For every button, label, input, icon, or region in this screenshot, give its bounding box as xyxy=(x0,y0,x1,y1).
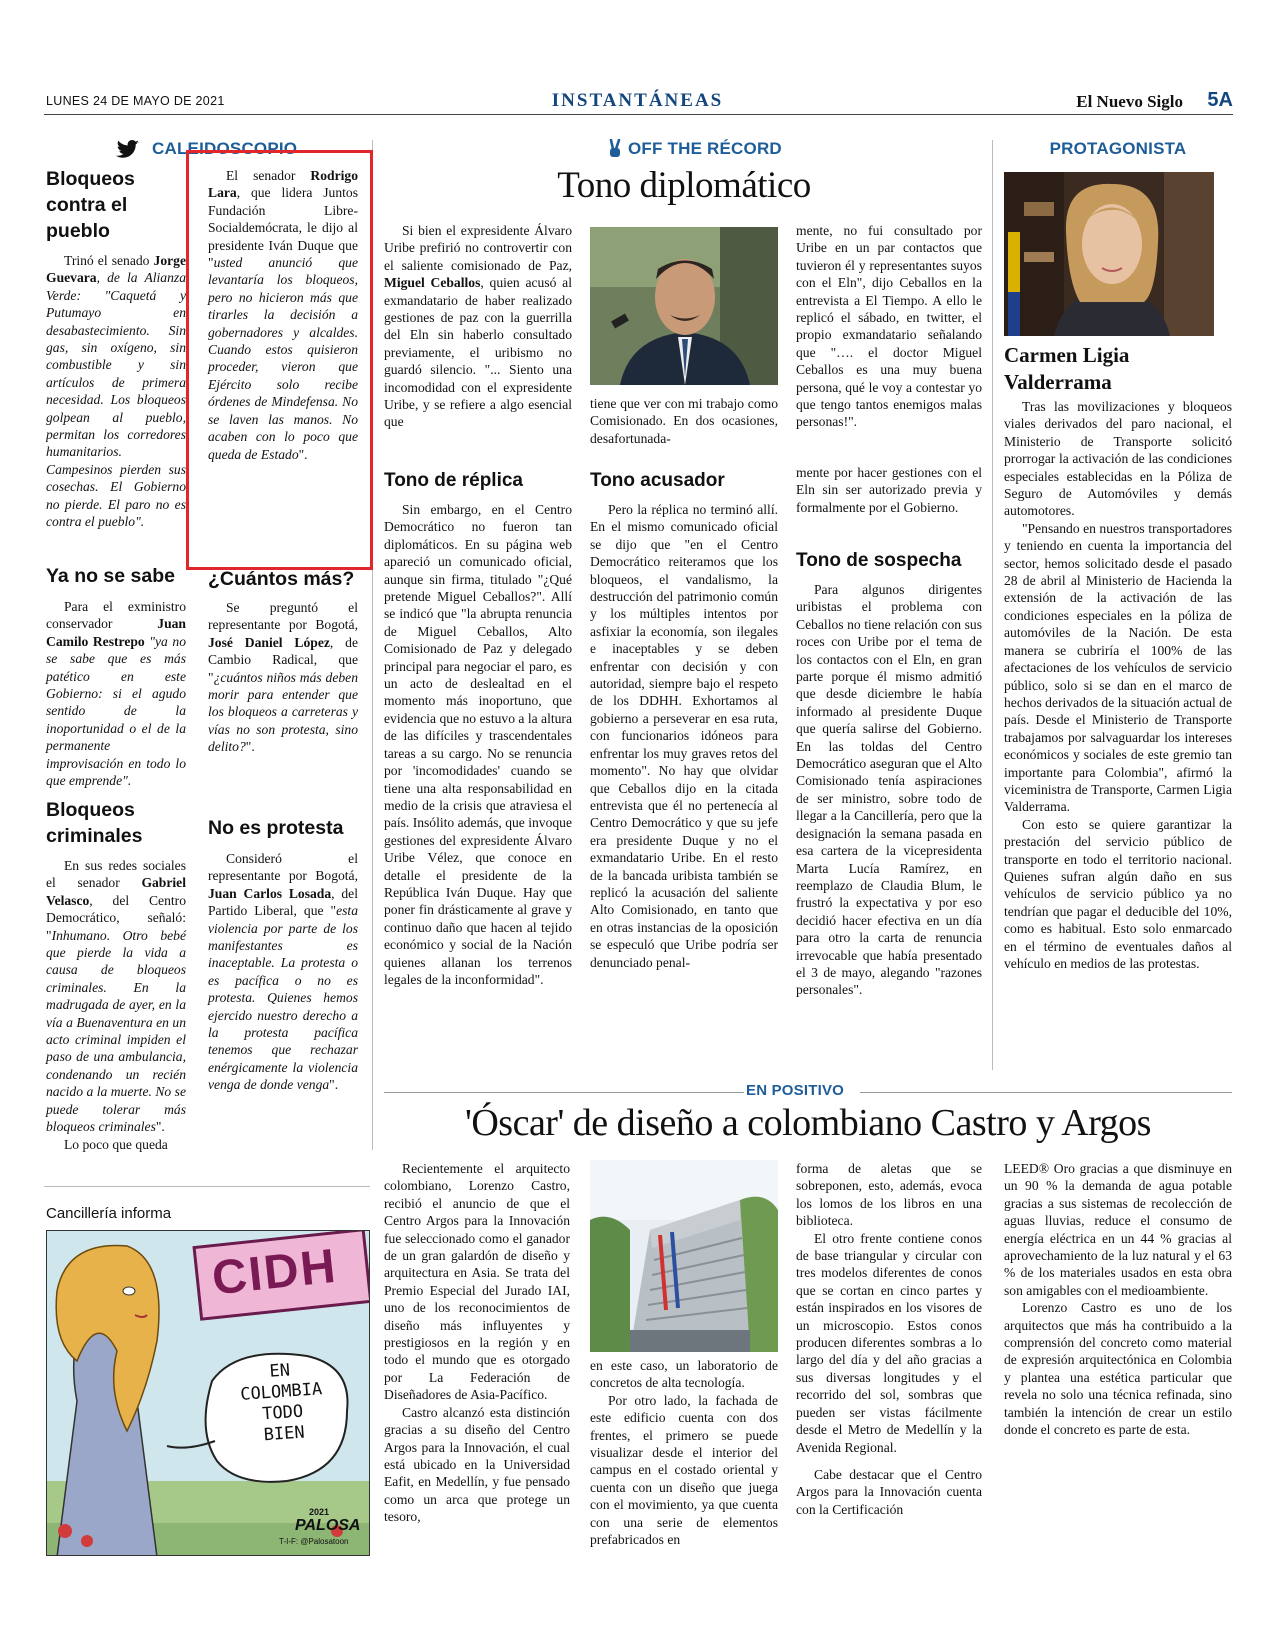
section-divider xyxy=(44,1186,370,1187)
article-ya-no-se-sabe: Para el exministro conservador Juan Camilo Restrepo "ya no se sabe que es más patético en este Gobierno: si el agudo sentido de la inoportunidad o el de la permanente improvisación en todo lo que emprende". xyxy=(46,599,186,789)
photo-centro-argos xyxy=(590,1160,778,1352)
photo-miguel-ceballos xyxy=(590,227,778,385)
article-oscar-col2: en este caso, un laboratorio de concretos de alta tecnología. Por otro lado, la fachada de este edificio cuenta con dos frentes, el primero se puede visualizar desde el interior del campus en el costado oriental y cuenta con un diseño que juega con el movimiento, ya que cuenta con una serie de elementos prefabricados en xyxy=(590,1358,778,1548)
headline-tono-diplomatico: Tono diplomático xyxy=(557,165,811,206)
article-protagonista: Tras las movilizaciones y bloqueos viales derivados del paro nacional, el Ministerio de Transporte solicitó prorrogar la activación de las condiciones especiales establecidas en la Póliza de Seguro de Automóviles y demás automotores. "Pensando en nuestros transportadores y teniendo en cuenta la importancia del sector, hemos solicitado desde el pasado 28 de abril al Ministerio de Hacienda la extensión de la activación de las condiciones especiales en la póliza de automóviles de la Nación. De esta manera se cubriría el 100% de las afectaciones de los vehículos de servicio público, solo si se dan en el marco de hechos derivados de la situación actual de país. Desde el Ministerio de Transporte trabajamos por salvaguardar los intereses económicos y sociales de este gremio tan importante para Colombia", afirmó la viceministra de Transporte, Carmen Ligia Valderrama. Con esto se quiere garantizar la prestación del servicio público de transporte en todo el territorio nacional. Quienes sufran algún daño en sus vehículos de servicio público ya no tendrían que pagar el deducible del 10%, como es habitual. Esto solo enmarcado en el término de eventuales daños al vehículo en medios de las protestas. xyxy=(1004,399,1232,971)
article-cuantos-mas: Se preguntó el representante por Bogotá, José Daniel López, de Cambio Radical, que "¿cuántos niños más deben morir para entender que los bloqueos a carreteras y vías no son protesta, sino delito?". xyxy=(208,600,358,755)
headline-tono-acusador: Tono acusador xyxy=(590,470,725,491)
column-divider xyxy=(992,140,993,1070)
headline-tono-replica: Tono de réplica xyxy=(384,470,524,491)
page-number: 5A xyxy=(1207,89,1233,111)
protagonista-name: Carmen Ligia Valderrama xyxy=(1004,343,1130,394)
caleidoscopio-label: CALEIDOSCOPIO xyxy=(152,139,298,158)
section-title: INSTANTÁNEAS xyxy=(551,90,724,111)
article-rodrigo-lara: El senador Rodrigo Lara, que lidera Juntos Fundación Libre-Socialdemócrata, le dijo al presidente Iván Duque que "usted anunció que levantaría los bloqueos, pero no hicieron más que tirarles la decisión a gobernadores y alcaldes. Cuando estos quisieron proceder, vieron que Ejército solo recibe órdenes de Mindefensa. No se laven las manos. No acaben con lo poco que queda de Estado". xyxy=(208,168,358,462)
peace-hand-icon xyxy=(608,139,622,159)
section-divider xyxy=(860,1092,1232,1093)
article-oscar-col4: LEED® Oro gracias a que disminuye en un 90 % la demanda de agua potable gracias a sus sistemas de recolección de aguas lluvias, reduce el consumo de energía eléctrica en un 44 % gracias al aprovechamiento de la luz natural y el 63 % de los materiales usados en esta obra son amigables con el medioambiente. Lorenzo Castro es uno de los arquitectos que más ha contribuido a la comprensión del concreto como material de expresión arquitectónica en Colombia y plantea una estética particular que revela no solo una técnica refinada, sino también la intención de crear un estilo donde el concreto es parte de esta. xyxy=(1004,1161,1232,1438)
article-tono-acusador: Pero la réplica no terminó allí. En el mismo comunicado oficial se dijo que "en el Centro Democrático reiteramos que los bloqueos, el vandalismo, la destrucción del patrimonio común y los múltiples intentos por asfixiar la economía, son ilegales e inaceptables y se deben enfrentar con decisión y con autoridad, siempre bajo el respeto de los DDHH. Exhortamos al gobierno a perseverar en esa ruta, con funcionarios idóneos para enfrentar los muy graves retos del momento". No hay que olvidar que Ceballos dijo en la citada entrevista que él no pertenecía al Centro Democrático y que su jefe era presidente Duque y no el exmandatario Uribe. En el resto de la bancada uribista también se replicó la acusación del saliente Alto Comisionado, en tanto que en otras instancias de la oposición se especuló que Uribe podría ser denunciado penal- xyxy=(590,502,778,970)
headline-bloqueos-pueblo: Bloqueos contra el pueblo xyxy=(46,168,135,242)
header-rule xyxy=(44,114,1233,115)
cartoon-label: Cancillería informa xyxy=(46,1205,172,1222)
article-tono-acusador-cont: mente por hacer gestiones con el Eln sin ser autorizado previa y formalmente por el Gobierno. xyxy=(796,465,982,515)
headline-cuantos-mas: ¿Cuántos más? xyxy=(208,568,355,590)
newspaper-name: El Nuevo Siglo xyxy=(1076,92,1183,111)
cartoon-signature: PALOSA xyxy=(295,1517,361,1534)
twitter-bird-icon xyxy=(116,140,140,160)
section-divider xyxy=(384,1092,744,1093)
headline-tono-sospecha: Tono de sospecha xyxy=(796,550,962,571)
headline-no-es-protesta: No es protesta xyxy=(208,817,344,839)
cartoon-bubble-text: EN COLOMBIA TODO BIEN xyxy=(239,1360,323,1446)
off-record-label: OFF THE RÉCORD xyxy=(628,139,782,158)
headline-oscar-diseno: 'Óscar' de diseño a colombiano Castro y Argos xyxy=(465,1102,1151,1144)
article-oscar-col3: forma de aletas que se sobreponen, esto, además, evoca los lomos de los libros en una biblioteca. El otro frente contiene conos de base triangular y circular con tres modelos diferentes de conos que se cortan en cinco partes y están inspirados en los visores de un microscopio. Estos conos producen diferentes sombras a lo largo del día y del año gracias a sus diversas longitudes y el recorrido del sol, sombras que pueden ser vistas fácilmente desde el Metro de Medellín y la Avenida Regional. Cabe destacar que el Centro Argos para la Innovación cuenta con la Certificación xyxy=(796,1161,982,1517)
en-positivo-label: EN POSITIVO xyxy=(746,1082,845,1099)
article-lo-poco-que-queda: Lo poco que queda xyxy=(64,1136,168,1152)
article-tono-replica: Sin embargo, en el Centro Democrático no fueron tan diplomáticos. En su página web apareció un comunicado oficial, aunque sin firma, titulado "¿Qué pretende Miguel Ceballos?". Allí se indicó que "la abrupta renuncia de Miguel Ceballos, Alto Comisionado de Paz y delegado principal para negociar el paro, es un acto de deslealtad en el momento más inoportuno, que evidencia que no estuvo a la altura de las difíciles y trascendentales tareas a su cargo. No se renuncia por 'incomodidades' cuando se tiene una alta responsabilidad en medio de la crisis que atraviesa el país. Insólito además, que invoque gestiones del expresidente Álvaro Uribe Vélez, que conoce en detalle el presidente de la República Iván Duque. Hay que poner fin drásticamente al grave y continuo daño que hacen al tejido económico y social de la Nación quienes allanan los terrenos legales de la inconformidad". xyxy=(384,502,573,987)
article-tono-diplomatico-1: Si bien el expresidente Álvaro Uribe prefirió no controvertir con el saliente comisionado de Paz, Miguel Ceballos, quien acusó al exmandatario de haber realizado gestiones de paz con la guerrilla del Eln sin haberlo consultado previamente, el uribismo no guardó silencio. "... Siento una incomodidad con el expresidente Uribe, y se refiere a algo esencial que xyxy=(384,223,572,430)
article-tono-diplomatico-2: tiene que ver con mi trabajo como Comisionado. En dos ocasiones, desafortunada- xyxy=(590,396,778,446)
headline-bloqueos-criminales: Bloqueos criminales xyxy=(46,799,143,847)
article-bloqueos-pueblo: Trinó el senado Jorge Guevara, de la Alianza Verde: "Caquetá y Putumayo en desabastecimiento. Sin gas, sin oxígeno, sin combustible y sin artículos de primera necesidad. Los bloqueos golpean al pueblo, permitan los corredores humanitarios. Campesinos pierden sus cosechas. El Gobierno no pierde. El paro no es contra el pueblo". xyxy=(46,253,186,530)
article-bloqueos-criminales: En sus redes sociales el senador Gabriel Velasco, del Centro Democrático, señaló: "Inhumano. Otro bebé que pierde la vida a causa de bloqueos criminales. En la madrugada de ayer, en la vía a Buenaventura en un acto criminal impiden el paso de una ambulancia, condenando un recién nacido a la muerte. No se puede tolerar más bloqueos criminales". Lo poco que queda xyxy=(46,858,186,1152)
cartoon-credit: T-I-F: @Palosatoon xyxy=(279,1537,349,1546)
editorial-cartoon xyxy=(46,1230,370,1556)
article-tono-sospecha: Para algunos dirigentes uribistas el problema con Ceballos no tiene relación con sus roces con Uribe por el tema de los contactos con el Eln, en gran parte porque él mismo admitió que desde diciembre le había informado al presidente Duque que quería salirse del Gobierno. En las toldas del Centro Democrático aseguran que el Alto Comisionado tenía aspiraciones de ser ministro, sobre todo de llegar a la Cancillería, pero que la designación la semana pasada en esa cartera de la vicepresidenta Marta Lucía Ramírez, en reemplazo de Claudia Blum, le frustró la expectativa y por eso decidió hacer efectiva en un día para otro la carta de renuncia irrevocable que había presentado el 3 de mayo, alegando "razones personales". xyxy=(796,582,982,998)
article-no-es-protesta: Consideró el representante por Bogotá, Juan Carlos Losada, del Partido Liberal, que "esta violencia por parte de los manifestantes es inaceptable. La protesta o es pacífica o no es protesta. Quienes hemos ejercido nuestro derecho a la protesta pacífica tenemos que rechazar enérgicamente la violencia venga de donde venga". xyxy=(208,851,358,1093)
photo-carmen-ligia-valderrama xyxy=(1004,172,1214,336)
article-oscar-col1: Recientemente el arquitecto colombiano, Lorenzo Castro, recibió el anuncio de que el Centro Argos para la Innovación fue seleccionado como el ganador de un gran galardón de diseño y arquitectura en Asia. Se trata del Premio Especial del Jurado IAI, uno de los reconocimientos de diseño más influyentes y prestigiosos en la región y en todo el mundo que es otorgado por La Federación de Diseñadores de Asia-Pacífico. Castro alcanzó esta distinción gracias a su diseño del Centro Argos para la Innovación, el cual está ubicado en la Universidad Eafit, en Medellín, y fue pensado como un arca que protege un tesoro, xyxy=(384,1161,570,1525)
protagonista-label: PROTAGONISTA xyxy=(1049,139,1187,158)
headline-ya-no-se-sabe: Ya no se sabe xyxy=(46,565,175,587)
article-tono-diplomatico-3: mente, no fui consultado por Uribe en un par contactos que tuvieron él y representantes suyos con el Eln", dijo Ceballos en la entrevista a El Tiempo. A ello le replicó el sábado, en twitter, el propio exmandatario señalando que "…. el doctor Miguel Ceballos es una muy buena persona, qué le voy a contestar yo que tengo tantos enemigos malas personas!". xyxy=(796,223,982,430)
cartoon-year: 2021 xyxy=(309,1507,330,1517)
cartoon-sign-text: CIDH xyxy=(209,1239,340,1306)
page-date: LUNES 24 DE MAYO DE 2021 xyxy=(46,94,225,108)
